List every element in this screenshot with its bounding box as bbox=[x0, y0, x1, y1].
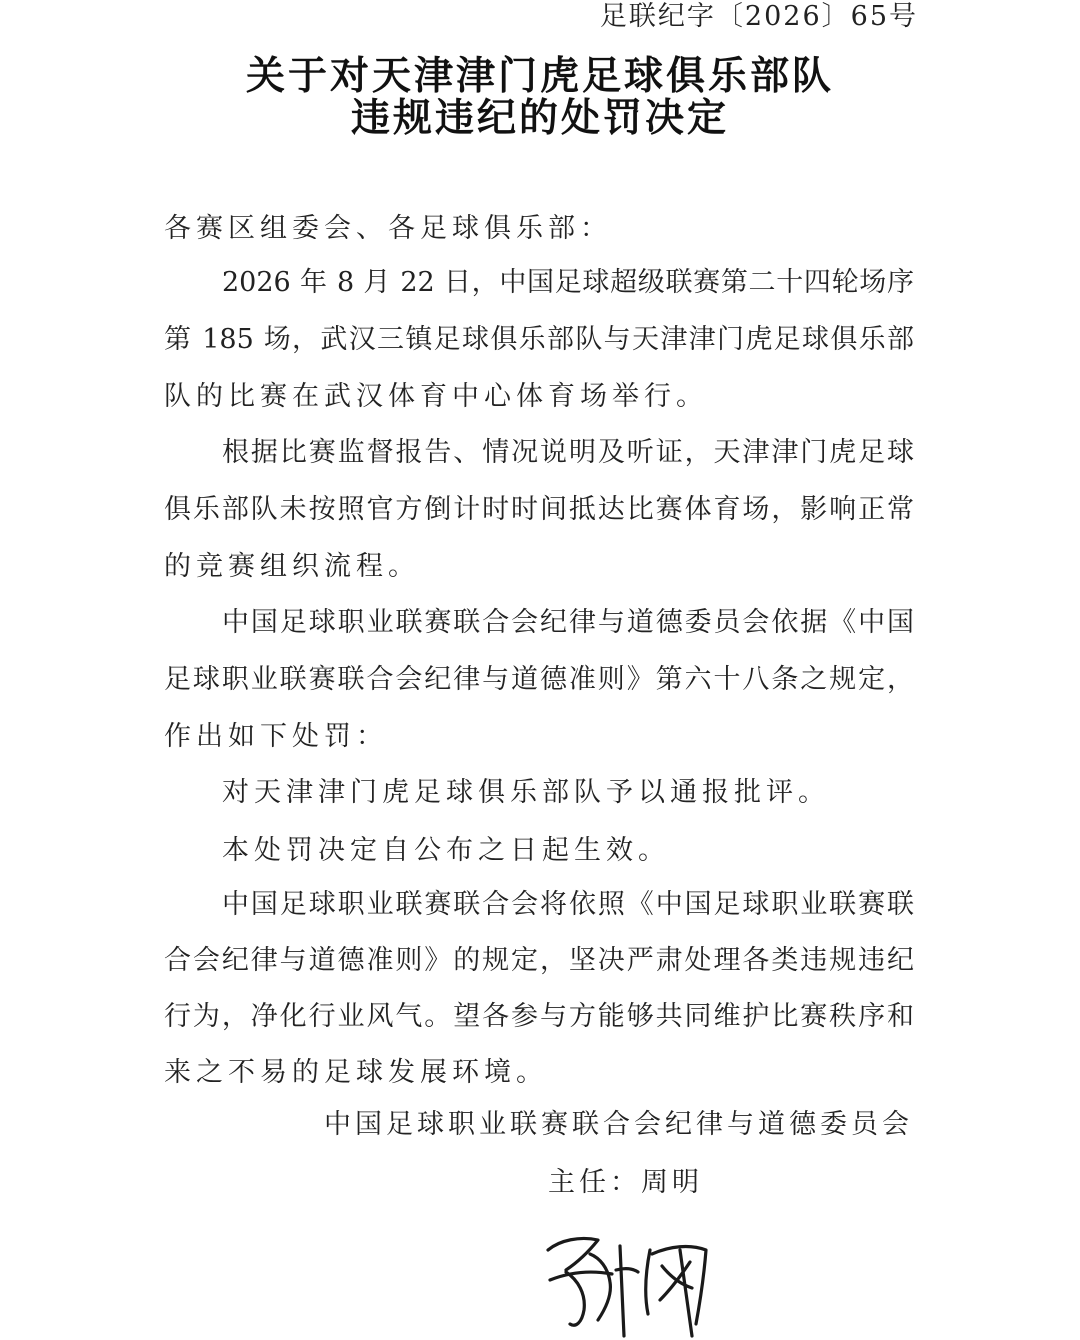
paragraph-3-line-2: 足球职业联赛联合会纪律与道德准则》第六十八条之规定， bbox=[164, 664, 914, 695]
paragraph-4-line-1: 对天津津门虎足球俱乐部队予以通报批评。 bbox=[222, 777, 830, 808]
paragraph-6-line-3: 行为，净化行业风气。望各参与方能够共同维护比赛秩序和 bbox=[164, 1001, 914, 1032]
paragraph-2-line-3: 的竞赛组织流程。 bbox=[164, 551, 420, 582]
paragraph-1-line-3: 队的比赛在武汉体育中心体育场举行。 bbox=[164, 381, 708, 412]
signatory-director: 主任：周明 bbox=[548, 1167, 703, 1198]
paragraph-1-line-2: 第 185 场，武汉三镇足球俱乐部队与天津津门虎足球俱乐部 bbox=[164, 324, 914, 355]
handwritten-signature bbox=[520, 1210, 750, 1340]
paragraph-6-line-4: 来之不易的足球发展环境。 bbox=[164, 1057, 548, 1088]
paragraph-2-line-2: 俱乐部队未按照官方倒计时时间抵达比赛体育场，影响正常 bbox=[164, 494, 914, 525]
paragraph-2-line-1: 根据比赛监督报告、情况说明及听证，天津津门虎足球 bbox=[222, 437, 914, 468]
paragraph-3-line-3: 作出如下处罚： bbox=[164, 721, 388, 752]
paragraph-1-line-1: 2026 年 8 月 22 日，中国足球超级联赛第二十四轮场序 bbox=[222, 267, 914, 298]
paragraph-6-line-1: 中国足球职业联赛联合会将依照《中国足球职业联赛联 bbox=[222, 889, 914, 920]
salutation: 各赛区组委会、各足球俱乐部： bbox=[164, 213, 612, 244]
document-title-line-1: 关于对天津津门虎足球俱乐部队 bbox=[245, 53, 834, 99]
document-number: 足联纪字〔2026〕65号 bbox=[599, 1, 918, 32]
paragraph-6-line-2: 合会纪律与道德准则》的规定，坚决严肃处理各类违规违纪 bbox=[164, 945, 914, 976]
paragraph-3-line-1: 中国足球职业联赛联合会纪律与道德委员会依据《中国 bbox=[222, 607, 914, 638]
signatory-organization: 中国足球职业联赛联合会纪律与道德委员会 bbox=[324, 1109, 913, 1140]
document-title-line-2: 违规违纪的处罚决定 bbox=[350, 95, 729, 141]
paragraph-5-line-1: 本处罚决定自公布之日起生效。 bbox=[222, 835, 670, 866]
